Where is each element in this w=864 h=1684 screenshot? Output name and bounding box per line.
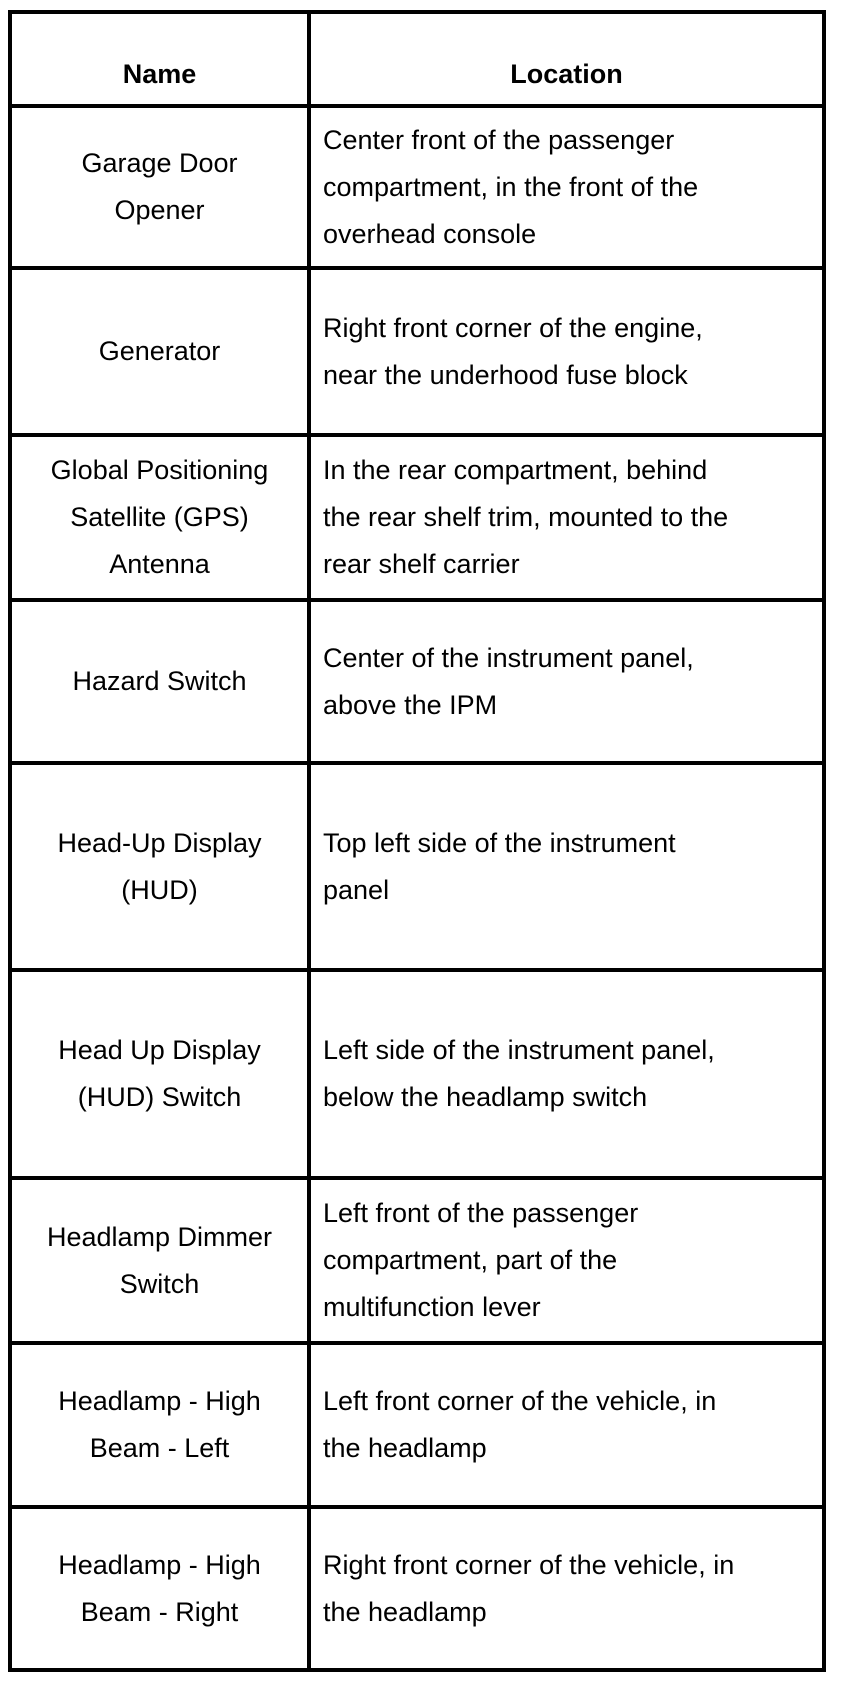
device-location: In the rear compartment, behind the rear shelf trim, mounted to the rear shelf carrier xyxy=(323,455,729,579)
device-location-cell xyxy=(311,108,822,266)
table-row xyxy=(12,270,822,437)
device-name-cell xyxy=(12,1345,311,1505)
device-name-cell xyxy=(12,1509,311,1668)
device-location-cell xyxy=(311,1345,822,1505)
device-name-cell xyxy=(12,1180,311,1341)
device-name-cell xyxy=(12,765,311,968)
device-name-cell xyxy=(12,437,311,598)
device-name-cell xyxy=(12,972,311,1176)
device-name: Garage Door Opener xyxy=(81,148,238,225)
device-location: Right front corner of the vehicle, in the headlamp xyxy=(323,1549,735,1627)
device-name: Head Up Display (HUD) Switch xyxy=(58,1035,261,1112)
device-location-cell xyxy=(311,602,822,761)
table-row xyxy=(12,602,822,765)
component-location-table xyxy=(8,10,826,1672)
device-location: Left front corner of the vehicle, in the headlamp xyxy=(323,1386,717,1463)
device-location-cell xyxy=(311,437,822,598)
device-location: Right front corner of the engine, near the underhood fuse block xyxy=(323,312,703,390)
device-name: Headlamp - High Beam - Right xyxy=(58,1549,261,1627)
column-header-location xyxy=(311,14,822,104)
device-name: Global Positioning Satellite (GPS) Antenna xyxy=(50,455,269,579)
table-row xyxy=(12,765,822,972)
device-name-cell xyxy=(12,270,311,433)
device-name: Generator xyxy=(98,336,221,366)
device-name-cell xyxy=(12,602,311,761)
device-location-cell xyxy=(311,972,822,1176)
device-name: Hazard Switch xyxy=(72,666,247,696)
device-location-cell xyxy=(311,1180,822,1341)
table-row xyxy=(12,1345,822,1509)
device-location: Center of the instrument panel, above the IPM xyxy=(323,642,694,720)
column-header-location-label: Location xyxy=(510,59,623,89)
table-row xyxy=(12,972,822,1180)
column-header-name-label: Name xyxy=(122,59,197,89)
device-location-cell xyxy=(311,270,822,433)
device-location: Left front of the passenger compartment, part of the multifunction lever xyxy=(323,1198,639,1322)
table-row xyxy=(12,108,822,270)
table-row xyxy=(12,437,822,602)
device-location-cell xyxy=(311,1509,822,1668)
device-location: Top left side of the instrument panel xyxy=(323,827,676,905)
device-location: Center front of the passenger compartment, in the front of the overhead console xyxy=(323,124,699,249)
device-location-cell xyxy=(311,765,822,968)
device-name: Headlamp Dimmer Switch xyxy=(46,1221,273,1299)
device-name: Headlamp - High Beam - Left xyxy=(58,1386,261,1463)
device-location: Left side of the instrument panel, below the headlamp switch xyxy=(323,1035,715,1112)
column-header-name xyxy=(12,14,311,104)
table-row xyxy=(12,1509,822,1668)
table-row xyxy=(12,1180,822,1345)
table-header-row xyxy=(12,14,822,108)
device-name-cell xyxy=(12,108,311,266)
device-name: Head-Up Display (HUD) xyxy=(57,827,262,905)
